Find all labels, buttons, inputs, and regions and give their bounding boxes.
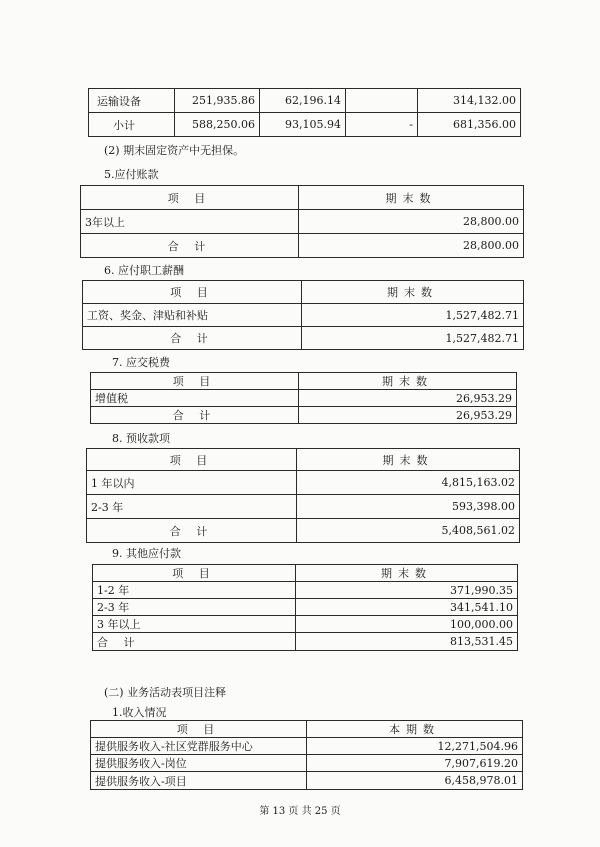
table-total-row — [91, 407, 517, 424]
row-label: 1-2 年 — [93, 582, 296, 599]
table-row — [87, 495, 520, 519]
advance-receipts-table — [86, 448, 520, 543]
column-header-item: 项 目 — [93, 565, 296, 582]
total-value: 5,408,561.02 — [297, 519, 520, 543]
row-label: 提供服务收入-岗位 — [91, 755, 307, 772]
table-row — [89, 89, 521, 113]
section-title-accounts-payable: 5.应付账款 — [104, 168, 159, 181]
note-no-guarantee: (2) 期末固定资产中无担保。 — [104, 144, 245, 157]
row-value: 7,907,619.20 — [307, 755, 523, 772]
column-header-value: 期末数 — [299, 373, 517, 390]
row-label: 1 年以内 — [87, 471, 297, 495]
table-row — [91, 738, 523, 755]
cell-value — [346, 89, 418, 113]
row-label: 提供服务收入-社区党群服务中心 — [91, 738, 307, 755]
section-title-employee-payables: 6. 应付职工薪酬 — [104, 264, 184, 277]
page-footer: 第 13 页 共 25 页 — [259, 806, 341, 817]
table-row — [91, 390, 517, 407]
table-row — [91, 772, 523, 790]
column-header-value: 本期数 — [307, 721, 523, 738]
row-label: 运输设备 — [89, 89, 175, 113]
row-label: 3 年以上 — [93, 616, 296, 633]
row-value: 28,800.00 — [299, 210, 524, 234]
cell-value: 93,105.94 — [260, 113, 346, 137]
column-header-item: 项 目 — [91, 373, 299, 390]
total-label: 合 计 — [93, 633, 296, 651]
table-row — [87, 471, 520, 495]
row-label: 2-3 年 — [93, 599, 296, 616]
total-value: 28,800.00 — [299, 234, 524, 258]
accounts-payable-table — [80, 185, 524, 258]
row-value: 1,527,482.71 — [302, 304, 524, 327]
other-payables-table — [92, 564, 518, 651]
column-header-item: 项 目 — [81, 186, 299, 210]
column-header-item: 项 目 — [87, 449, 297, 471]
column-header-value: 期末数 — [302, 281, 524, 304]
row-label: 3年以上 — [81, 210, 299, 234]
row-label: 增值税 — [91, 390, 299, 407]
column-header-value: 期末数 — [296, 565, 518, 582]
row-label: 2-3 年 — [87, 495, 297, 519]
row-label: 小计 — [89, 113, 175, 137]
cell-value: 681,356.00 — [418, 113, 521, 137]
column-header-value: 期末数 — [299, 186, 524, 210]
total-label: 合 计 — [91, 407, 299, 424]
total-value: 813,531.45 — [296, 633, 518, 651]
row-label: 工资、奖金、津贴和补贴 — [83, 304, 302, 327]
cell-value: 62,196.14 — [260, 89, 346, 113]
table-total-row — [83, 327, 524, 350]
row-value: 26,953.29 — [299, 390, 517, 407]
cell-value: 588,250.06 — [175, 113, 260, 137]
column-header-item: 项 目 — [91, 721, 307, 738]
table-header-row — [83, 281, 524, 304]
table-row — [93, 599, 518, 616]
cell-value: - — [346, 113, 418, 137]
table-row — [89, 113, 521, 137]
section-title-taxes-payable: 7. 应交税费 — [112, 356, 170, 369]
table-header-row — [93, 565, 518, 582]
row-value: 100,000.00 — [296, 616, 518, 633]
table-header-row — [91, 373, 517, 390]
employee-payables-table — [82, 280, 524, 350]
table-header-row — [87, 449, 520, 471]
table-total-row — [87, 519, 520, 543]
table-row — [93, 616, 518, 633]
fixed-assets-table — [88, 88, 521, 137]
row-value: 593,398.00 — [297, 495, 520, 519]
section-title-advance-receipts: 8. 预收款项 — [112, 432, 170, 445]
table-row — [83, 304, 524, 327]
table-row — [81, 210, 524, 234]
row-value: 4,815,163.02 — [297, 471, 520, 495]
row-value: 371,990.35 — [296, 582, 518, 599]
table-total-row — [93, 633, 518, 651]
row-value: 6,458,978.01 — [307, 772, 523, 790]
table-row — [93, 582, 518, 599]
cell-value: 314,132.00 — [418, 89, 521, 113]
table-row — [91, 755, 523, 772]
row-value: 12,271,504.96 — [307, 738, 523, 755]
total-label: 合 计 — [87, 519, 297, 543]
total-label: 合 计 — [81, 234, 299, 258]
row-value: 341,541.10 — [296, 599, 518, 616]
section-title-income: 1.收入情况 — [112, 706, 167, 719]
table-total-row — [81, 234, 524, 258]
total-label: 合 计 — [83, 327, 302, 350]
total-value: 26,953.29 — [299, 407, 517, 424]
table-header-row — [81, 186, 524, 210]
column-header-item: 项 目 — [83, 281, 302, 304]
row-label: 提供服务收入-项目 — [91, 772, 307, 790]
total-value: 1,527,482.71 — [302, 327, 524, 350]
cell-value: 251,935.86 — [175, 89, 260, 113]
section-title-other-payables: 9. 其他应付款 — [112, 547, 181, 560]
table-header-row — [91, 721, 523, 738]
column-header-value: 期末数 — [297, 449, 520, 471]
income-table — [90, 720, 523, 790]
section-title-activity-notes: (二) 业务活动表项目注释 — [104, 686, 227, 699]
taxes-payable-table — [90, 372, 517, 424]
